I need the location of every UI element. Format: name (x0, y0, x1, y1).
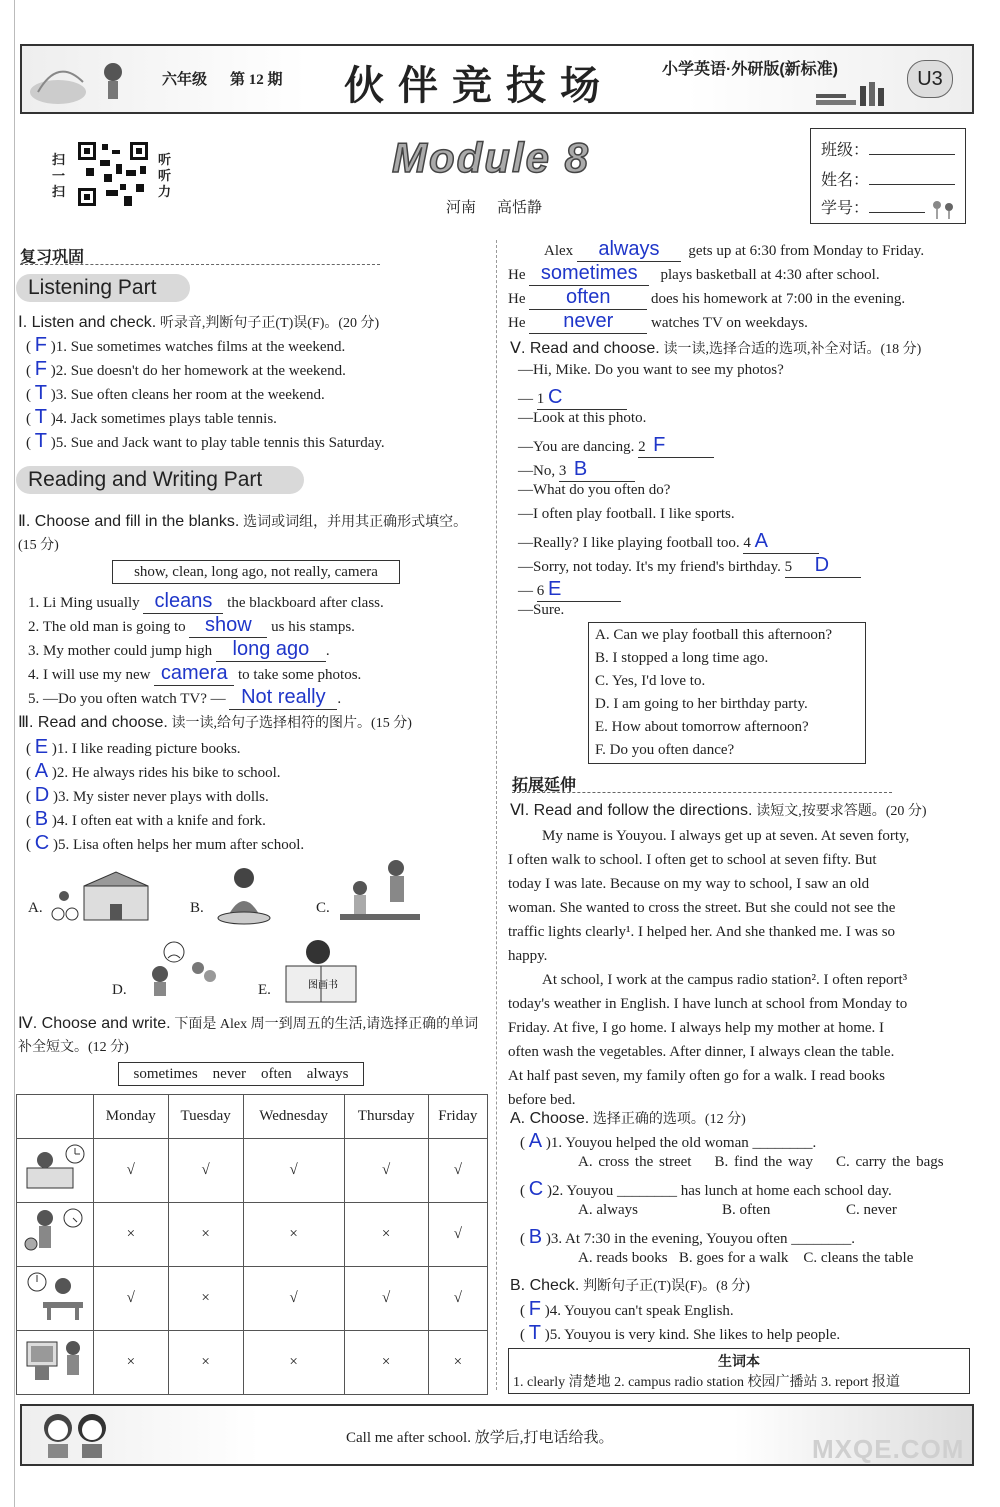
vocab-list: 1. clearly 清楚地 2. campus radio station 校园广播站 3. report 报道 (513, 1375, 900, 1390)
table-cell: √ (94, 1139, 169, 1203)
header-title: 伙伴竞技场 (344, 63, 614, 108)
table-cell: × (168, 1267, 243, 1331)
table-header-row (17, 1095, 488, 1139)
table-corner (17, 1095, 94, 1139)
section-review-rule (20, 264, 380, 265)
q5-title: Ⅴ. Read and choose. 读一读,选择合适的选项,补全对话。(18 分) (510, 340, 922, 357)
passage-line: At school, I work at the campus radio station². I often report³ (542, 972, 908, 988)
q6a-title: A. Choose. 选择正确的选项。(12 分) (510, 1110, 746, 1127)
table-row (17, 1139, 488, 1203)
unit-label: U3 (917, 68, 943, 90)
table-cell: × (344, 1331, 428, 1395)
q1-title: Ⅰ. Listen and check. 听录音,判断句子正(T)误(F)。(20 分) (18, 314, 380, 331)
boy-basketball-clock-icon (17, 1203, 94, 1267)
passage-line: My name is Youyou. I always get up at seven. At seven forty, (542, 828, 910, 844)
girl-dolls-icon (140, 938, 220, 998)
dialogue-line: —What do you often do? (518, 482, 671, 498)
module-title: Module 8 (392, 134, 591, 181)
table-cell: √ (428, 1203, 487, 1267)
table-cell: × (243, 1331, 344, 1395)
option-item: C. Yes, I'd love to. (595, 673, 706, 689)
list-item[interactable]: 4. I will use my new camera to take some photos. (28, 662, 362, 684)
list-item[interactable]: ( A )2. He always rides his bike to school. (26, 760, 281, 782)
table-row (17, 1203, 488, 1267)
list-item[interactable]: ( T )4. Jack sometimes plays table tennis. (26, 406, 277, 428)
table-row (17, 1331, 488, 1395)
list-item[interactable]: ( C )2. Youyou ________ has lunch at home each school day. (520, 1178, 892, 1200)
q4-wordbox: sometimes never often always (118, 1062, 364, 1086)
section-review-title: 复习巩固 (20, 249, 85, 266)
books-icon (812, 80, 902, 108)
list-item[interactable]: ( F )4. Youyou can't speak English. (520, 1298, 734, 1320)
table-cell: √ (94, 1267, 169, 1331)
student-info-box (810, 128, 966, 224)
pic-label-e: E. (258, 982, 271, 998)
list-item[interactable]: ( A )1. Youyou helped the old woman ________. (520, 1130, 817, 1152)
list-item[interactable]: ( B )4. I often eat with a knife and fork. (26, 808, 266, 830)
option-item: F. Do you often dance? (595, 742, 735, 758)
qr-right-label: 听听力 (158, 152, 172, 199)
pic-label-d: D. (112, 982, 127, 998)
dialogue-line: —Hi, Mike. Do you want to see my photos? (518, 362, 784, 378)
list-item[interactable]: ( T )5. Youyou is very kind. She likes to help people. (520, 1322, 841, 1344)
edition-label: 小学英语·外研版(新标准) (662, 61, 838, 78)
list-item[interactable]: ( D )3. My sister never plays with dolls. (26, 784, 269, 806)
passage-line: woman. She wanted to cross the street. But she could not see the (508, 900, 896, 916)
column-divider (496, 240, 497, 1390)
passage-line: At half past seven, my family often go for a walk. I read books (508, 1068, 885, 1084)
q6b-title: B. Check. 判断句子正(T)误(F)。(8 分) (510, 1277, 750, 1294)
q4-title: Ⅳ. Choose and write. 下面是 Alex 周一到周五的生活,请选择正确的单词补全短文。(12 分) (18, 1015, 479, 1055)
vocab-title: 生词本 (718, 1355, 760, 1370)
section-extend-title: 拓展延伸 (512, 777, 577, 794)
boy-homework-clock-icon (17, 1267, 94, 1331)
table-cell: √ (344, 1139, 428, 1203)
list-item[interactable]: 1. Li Ming usually cleans the blackboard after class. (28, 590, 384, 612)
table-header: Friday (428, 1095, 487, 1139)
table-cell: × (168, 1203, 243, 1267)
kids-icon (36, 1410, 116, 1460)
header-decoration-icon (28, 52, 138, 106)
author-place: 河南 (446, 200, 477, 216)
list-item[interactable]: ( E )1. I like reading picture books. (26, 736, 241, 758)
table-cell: √ (168, 1139, 243, 1203)
table-cell: × (243, 1203, 344, 1267)
option-item: E. How about tomorrow afternoon? (595, 719, 809, 735)
list-item[interactable]: He often does his homework at 7:00 in the evening. (508, 286, 906, 308)
dialogue-line[interactable]: — 1 C (518, 386, 627, 410)
class-field[interactable]: 班级： (821, 137, 955, 160)
dialogue-line[interactable]: —You are dancing. 2 F (518, 434, 714, 458)
author-name: 高恬静 (497, 200, 543, 216)
passage-line: today's weather in English. I have lunch at school from Monday to (508, 996, 908, 1012)
table-row (17, 1267, 488, 1331)
list-item[interactable]: ( F )2. Sue doesn't do her homework at the weekend. (26, 358, 346, 380)
schedule-table (16, 1094, 488, 1395)
passage-line: I often walk to school. I often get to school at seven fifty. But (508, 852, 877, 868)
dialogue-line[interactable]: — 6 E (518, 578, 621, 602)
list-item[interactable]: ( T )5. Sue and Jack want to play table tennis this Saturday. (26, 430, 385, 452)
passage-line: happy. (508, 948, 548, 964)
header-banner (20, 44, 974, 114)
q6-title: Ⅵ. Read and follow the directions. 读短文,按要求答题。(20 分) (510, 802, 927, 819)
pic-label-b: B. (190, 900, 204, 916)
passage-line: often wash the vegetables. After dinner, I always clean the table. (508, 1044, 895, 1060)
option-item: B. I stopped a long time ago. (595, 650, 769, 666)
reading-heading: Reading and Writing Part (16, 466, 304, 494)
table-header: Wednesday (243, 1095, 344, 1139)
passage-line: Friday. At five, I go home. I always help my mother at home. I (508, 1020, 885, 1036)
table-cell: √ (344, 1267, 428, 1331)
passage-line: today I was late. Because on my way to school, I saw an old (508, 876, 870, 892)
left-margin-bar (0, 0, 15, 1507)
table-cell: × (428, 1331, 487, 1395)
dialogue-line: —I often play football. I like sports. (518, 506, 735, 522)
dialogue-line[interactable]: —Sorry, not today. It's my friend's birthday. 5 D (518, 554, 861, 578)
table-cell: √ (428, 1139, 487, 1203)
option-row: A. reads books B. goes for a walk C. cleans the table (578, 1250, 914, 1266)
unit-badge (907, 60, 953, 98)
pic-label-c: C. (316, 900, 330, 916)
footer-text: Call me after school. 放学后,打电话给我。 (346, 1430, 614, 1446)
option-row: A. cross the street B. find the way C. carry the bags (578, 1154, 944, 1170)
dialogue-line[interactable]: —No, 3 B (518, 458, 635, 482)
list-item[interactable]: 3. My mother could jump high long ago . (28, 638, 330, 660)
option-item: D. I am going to her birthday party. (595, 696, 808, 712)
boy-tv-icon (17, 1331, 94, 1395)
list-item[interactable]: ( F )1. Sue sometimes watches films at the weekend. (26, 334, 346, 356)
dialogue-line: —Sure. (518, 602, 565, 618)
svg-text:图画书: 图画书 (308, 980, 338, 991)
section-extend-rule (512, 792, 892, 793)
dialogue-line[interactable]: —Really? I like playing football too. 4 A (518, 530, 819, 554)
dialogue-line: —Look at this photo. (518, 410, 647, 426)
table-cell: √ (428, 1267, 487, 1331)
q2-title: Ⅱ. Choose and fill in the blanks. 选词或词组，并用其正确形式填空。(15 分) (18, 513, 468, 553)
issue-label: 第 12 期 (230, 72, 283, 88)
q3-title: Ⅲ. Read and choose. 读一读,给句子选择相符的图片。(15 分) (18, 714, 412, 731)
qr-left-label: 扫一扫 (52, 152, 66, 199)
q5-options-box (588, 622, 866, 764)
table-cell: √ (243, 1139, 344, 1203)
list-item[interactable]: ( B )3. At 7:30 in the evening, Youyou often ________. (520, 1226, 855, 1248)
qr-code-icon[interactable] (76, 140, 150, 210)
vocab-box (508, 1348, 970, 1394)
watermark: MXQE.COM (812, 1434, 965, 1464)
grade-label: 六年级 (162, 72, 208, 88)
listening-heading: Listening Part (16, 274, 190, 302)
q6-passage (508, 824, 970, 1112)
table-cell: × (94, 1331, 169, 1395)
boy-bike-school-icon (48, 868, 152, 924)
boy-waking-clock-icon (17, 1139, 94, 1203)
list-item[interactable]: He sometimes plays basketball at 4:30 after school. (508, 262, 880, 284)
list-item[interactable]: Alex always gets up at 6:30 from Monday to Friday. (544, 238, 925, 260)
list-item[interactable]: ( C )5. Lisa often helps her mum after school. (26, 832, 305, 854)
table-cell: √ (243, 1267, 344, 1331)
passage-line: traffic lights clearly¹. I helped her. And she thanked me. I was so (508, 924, 896, 940)
list-item[interactable]: 2. The old man is going to show us his stamps. (28, 614, 355, 636)
footer-banner (20, 1404, 974, 1466)
table-cell: × (94, 1203, 169, 1267)
name-field[interactable]: 姓名： (821, 167, 955, 190)
table-cell: × (344, 1203, 428, 1267)
table-header: Tuesday (168, 1095, 243, 1139)
passage-line: before bed. (508, 1092, 576, 1108)
list-item[interactable]: He never watches TV on weekdays. (508, 310, 808, 332)
girl-eating-icon (214, 864, 274, 926)
table-header: Monday (94, 1095, 169, 1139)
boy-reading-icon (278, 938, 362, 1006)
flower-icon (927, 195, 961, 219)
list-item[interactable]: ( T )3. Sue often cleans her room at the weekend. (26, 382, 325, 404)
q2-wordbox: show, clean, long ago, not really, camera (112, 560, 400, 584)
student-id-field[interactable]: 学号： (821, 195, 925, 218)
table-cell: × (168, 1331, 243, 1395)
list-item[interactable]: 5. —Do you often watch TV? — Not really . (28, 686, 342, 708)
girl-helping-mum-icon (336, 858, 424, 926)
pic-label-a: A. (28, 900, 43, 916)
option-row: A. always B. often C. never (578, 1202, 897, 1218)
option-item: A. Can we play football this afternoon? (595, 627, 833, 643)
table-header: Thursday (344, 1095, 428, 1139)
